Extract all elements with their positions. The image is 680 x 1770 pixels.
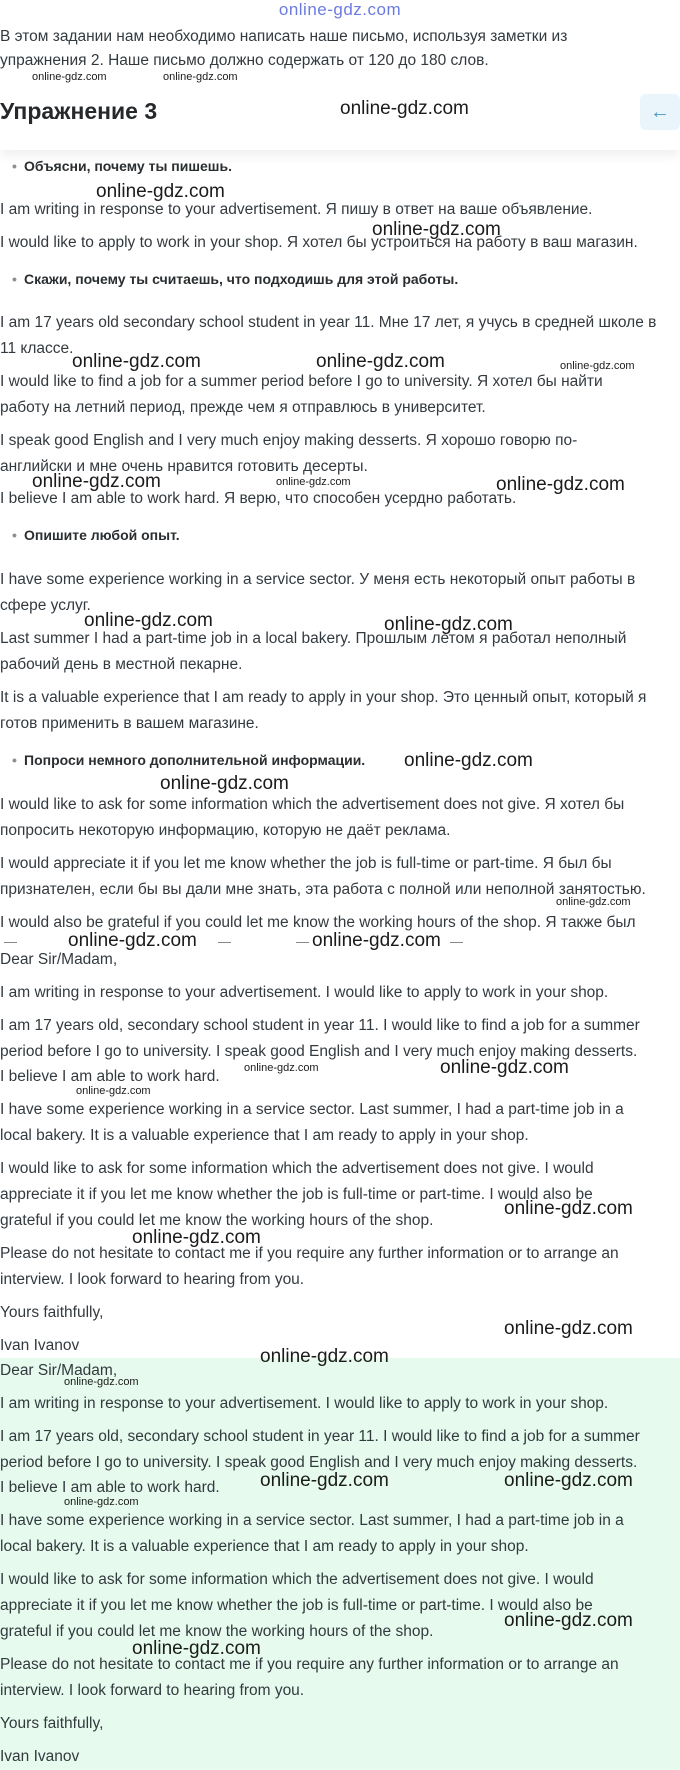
letter-line: I believe I am able to work hard. (0, 1068, 220, 1085)
site-logo[interactable]: online-gdz.com (278, 0, 402, 19)
note-line: I am 17 years old secondary school student in year 11. Мне 17 лет, я учусь в средней школе в (0, 314, 657, 331)
note-line: сфере услуг. (0, 597, 91, 614)
bullet-item: • Опишите любой опыт. (12, 527, 180, 543)
watermark: online-gdz.com (312, 930, 441, 951)
letter-line: I am writing in response to your advertisement. I would like to apply to work in your shop. (0, 984, 609, 1001)
divider-mark: — (450, 934, 463, 949)
note-line: попросить некоторую информацию, которую не даёт реклама. (0, 822, 451, 839)
page-title: Упражнение 3 (0, 98, 158, 124)
letter-line: Dear Sir/Madam, (0, 1362, 118, 1379)
letter-line: I have some experience working in a service sector. Last summer, I had a part-time job in a (0, 1512, 624, 1529)
letter-line: I have some experience working in a service sector. Last summer, I had a part-time job in a (0, 1101, 624, 1118)
watermark: online-gdz.com (64, 1376, 139, 1388)
watermark: online-gdz.com (260, 1346, 389, 1367)
letter-line: I would like to ask for some information which the advertisement does not give. I would (0, 1571, 594, 1588)
watermark: online-gdz.com (496, 474, 625, 495)
watermark: online-gdz.com (32, 471, 161, 492)
letter-line: I am writing in response to your advertisement. I would like to apply to work in your shop. (0, 1395, 609, 1412)
letter-line: Yours faithfully, (0, 1715, 104, 1732)
letter-line: Please do not hesitate to contact me if you require any further information or to arrange an (0, 1656, 619, 1673)
letter-line: appreciate it if you let me know whether the job is full-time or part-time. I would also be (0, 1186, 593, 1203)
watermark: online-gdz.com (96, 181, 225, 202)
letter-line: I believe I am able to work hard. (0, 1479, 220, 1496)
letter-line: local bakery. It is a valuable experience that I am ready to apply in your shop. (0, 1127, 529, 1144)
watermark: online-gdz.com (76, 1085, 151, 1097)
watermark: online-gdz.com (560, 360, 635, 372)
watermark: online-gdz.com (504, 1318, 633, 1339)
letter-line: local bakery. It is a valuable experience that I am ready to apply in your shop. (0, 1538, 529, 1555)
watermark: online-gdz.com (340, 98, 469, 119)
watermark: online-gdz.com (372, 219, 501, 240)
note-line: I believe I am able to work hard. Я верю, что способен усердно работать. (0, 490, 517, 507)
bullet-item: • Объясни, почему ты пишешь. (12, 158, 232, 174)
watermark: online-gdz.com (276, 476, 351, 488)
note-line: I would like to ask for some information which the advertisement does not give. Я хотел бы (0, 796, 625, 813)
note-line: признателен, если бы вы дали мне знать, эта работа с полной или неполной занятостью. (0, 881, 646, 898)
note-line: английски и мне очень нравится готовить десерты. (0, 458, 368, 475)
watermark: online-gdz.com (244, 1062, 319, 1074)
note-line: I would like to apply to work in your shop. Я хотел бы устроиться на работу в ваш магазин. (0, 234, 638, 251)
watermark: online-gdz.com (163, 71, 238, 83)
watermark: online-gdz.com (504, 1198, 633, 1219)
letter-line: I am 17 years old, secondary school student in year 11. I would like to find a job for a summer (0, 1017, 640, 1034)
watermark: online-gdz.com (32, 71, 107, 83)
highlighted-letter-block (0, 1358, 680, 1770)
note-line: I am writing in response to your advertisement. Я пишу в ответ на ваше объявление. (0, 201, 593, 218)
note-line: I would also be grateful if you could let me know the working hours of the shop. Я также был (0, 914, 636, 931)
watermark: online-gdz.com (440, 1057, 569, 1078)
watermark: online-gdz.com (404, 750, 533, 771)
letter-line: grateful if you could let me know the working hours of the shop. (0, 1623, 434, 1640)
letter-line: I am 17 years old, secondary school student in year 11. I would like to find a job for a summer (0, 1428, 640, 1445)
letter-line: Ivan Ivanov (0, 1748, 80, 1765)
letter-line: period before I go to university. I speak good English and I very much enjoy making desserts. (0, 1043, 638, 1060)
note-line: It is a valuable experience that I am ready to apply in your shop. Это ценный опыт, который я (0, 689, 647, 706)
watermark: online-gdz.com (84, 610, 213, 631)
letter-line: Ivan Ivanov (0, 1337, 80, 1354)
letter-line: interview. I look forward to hearing from you. (0, 1271, 305, 1288)
letter-line: period before I go to university. I speak good English and I very much enjoy making desserts. (0, 1454, 638, 1471)
watermark: online-gdz.com (316, 351, 445, 372)
watermark: online-gdz.com (132, 1638, 261, 1659)
letter-line: Dear Sir/Madam, (0, 951, 118, 968)
watermark: online-gdz.com (160, 773, 289, 794)
note-line: I would appreciate it if you let me know whether the job is full-time or part-time. Я был бы (0, 855, 612, 872)
watermark: online-gdz.com (64, 1496, 139, 1508)
watermark: online-gdz.com (72, 351, 201, 372)
note-line: I would like to find a job for a summer period before I go to university. Я хотел бы найти (0, 373, 603, 390)
letter-line: Yours faithfully, (0, 1304, 104, 1321)
letter-line: appreciate it if you let me know whether the job is full-time or part-time. I would also be (0, 1597, 593, 1614)
watermark: online-gdz.com (504, 1470, 633, 1491)
watermark: online-gdz.com (260, 1470, 389, 1491)
intro-line: В этом задании нам необходимо написать наше письмо, используя заметки из (0, 28, 568, 45)
divider-mark: — (296, 934, 309, 949)
back-button[interactable] (640, 94, 680, 130)
arrow-left-icon: ← (650, 100, 670, 123)
note-line: готов применить в вашем магазине. (0, 715, 259, 732)
letter-line: Please do not hesitate to contact me if you require any further information or to arrange an (0, 1245, 619, 1262)
note-line: рабочий день в местной пекарне. (0, 656, 243, 673)
note-line: работу на летний период, прежде чем я отправлюсь в университет. (0, 399, 486, 416)
letter-line: interview. I look forward to hearing from you. (0, 1682, 305, 1699)
note-line: 11 классе. (0, 340, 74, 357)
divider-mark: — (218, 934, 231, 949)
bullet-item: • Попроси немного дополнительной информации. (12, 752, 365, 768)
watermark: online-gdz.com (68, 930, 197, 951)
watermark: online-gdz.com (384, 614, 513, 635)
watermark: online-gdz.com (556, 896, 631, 908)
letter-line: grateful if you could let me know the working hours of the shop. (0, 1212, 434, 1229)
note-line: Last summer I had a part-time job in a local bakery. Прошлым летом я работал неполный (0, 630, 627, 647)
note-line: I have some experience working in a service sector. У меня есть некоторый опыт работы в (0, 571, 636, 588)
letter-line: I would like to ask for some information which the advertisement does not give. I would (0, 1160, 594, 1177)
intro-line: упражнения 2. Наше письмо должно содержать от 120 до 180 слов. (0, 52, 489, 69)
watermark: online-gdz.com (504, 1610, 633, 1631)
watermark: online-gdz.com (132, 1227, 261, 1248)
divider-mark: — (4, 934, 17, 949)
bullet-item: • Скажи, почему ты считаешь, что подходишь для этой работы. (12, 271, 458, 287)
note-line: I speak good English and I very much enjoy making desserts. Я хорошо говорю по- (0, 432, 578, 449)
